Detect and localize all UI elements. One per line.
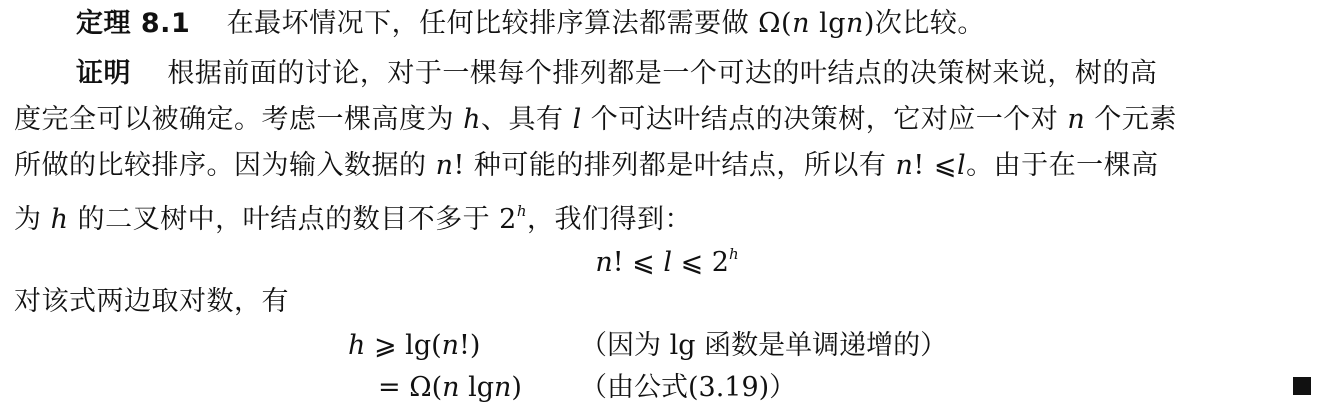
derivation-row-1 — [348, 326, 480, 366]
superscript-h: h — [728, 245, 739, 263]
proof-line-2-c: 个可达叶结点的决策树，它对应一个对 — [581, 104, 1068, 135]
proof-line-3-d: 。由于在一棵高 — [966, 150, 1159, 181]
var-l: l — [663, 247, 673, 278]
derivation-row-1-expr: ⩾ lg( — [365, 330, 442, 361]
var-n: n — [442, 372, 460, 403]
var-h: h — [463, 104, 481, 135]
var-h: h — [348, 330, 366, 361]
inequality-rest: ⩽ 2 — [672, 247, 729, 278]
proof-line-4-c: ，我们得到： — [527, 204, 692, 235]
proof-line-2-b: 、具有 — [480, 104, 573, 135]
var-h: h — [50, 204, 69, 235]
proof-line-2-a: 度完全可以被确定。考虑一棵高度为 — [14, 104, 464, 135]
derivation-row-1-note: （因为 lg 函数是单调递增的） — [580, 330, 948, 361]
log-line: 对该式两边取对数，有 — [14, 286, 289, 317]
theorem-label: 定理 8.1 — [76, 8, 191, 39]
proof-line-3-c: ! ⩽ — [913, 150, 957, 181]
derivation-row-2-end: ) — [511, 372, 522, 403]
derivation-row-1-end: !) — [459, 330, 481, 361]
proof-line-2-d: 个元素 — [1085, 104, 1177, 135]
theorem-n2: n — [846, 8, 864, 39]
inequality-display — [0, 234, 1334, 283]
derivation-row-2-lg: lg — [459, 372, 495, 403]
theorem-statement — [76, 4, 985, 44]
qed-square-icon — [1293, 377, 1311, 395]
theorem-n1: n — [792, 8, 810, 39]
var-n: n — [494, 372, 512, 403]
var-l: l — [956, 150, 967, 181]
proof-line-4-a: 为 — [14, 204, 51, 235]
proof-line-1 — [76, 54, 1157, 94]
var-n: n — [595, 247, 613, 278]
theorem-text-after: )次比较。 — [863, 8, 985, 39]
proof-line-4-b: 的二叉树中，叶结点的数目不多于 2 — [68, 204, 517, 235]
var-n: n — [895, 150, 914, 181]
var-n: n — [435, 150, 454, 181]
var-n: n — [441, 330, 460, 361]
proof-line-3-a: 所做的比较排序。因为输入数据的 — [14, 150, 436, 181]
proof-line-3 — [14, 146, 1159, 186]
theorem-text-before: 在最坏情况下，任何比较排序算法都需要做 Ω( — [226, 8, 793, 39]
theorem-lg: lg — [809, 8, 846, 39]
inequality-mid: ! ⩽ — [612, 247, 664, 278]
var-l: l — [572, 104, 582, 135]
superscript-h: h — [516, 202, 527, 220]
derivation-row-2-note: （由公式(3.19)） — [580, 372, 797, 403]
proof-label: 证明 — [76, 58, 131, 89]
proof-line-2 — [14, 100, 1177, 140]
derivation-row-2-eq: = Ω( — [378, 372, 443, 403]
derivation-row-2 — [378, 368, 522, 408]
proof-line-4 — [14, 191, 692, 240]
var-n: n — [1067, 104, 1086, 135]
proof-line-1-text: 根据前面的讨论，对于一棵每个排列都是一个可达的叶结点的决策树来说，树的高 — [167, 58, 1158, 89]
proof-line-3-b: ! 种可能的排列都是叶结点，所以有 — [453, 150, 896, 181]
